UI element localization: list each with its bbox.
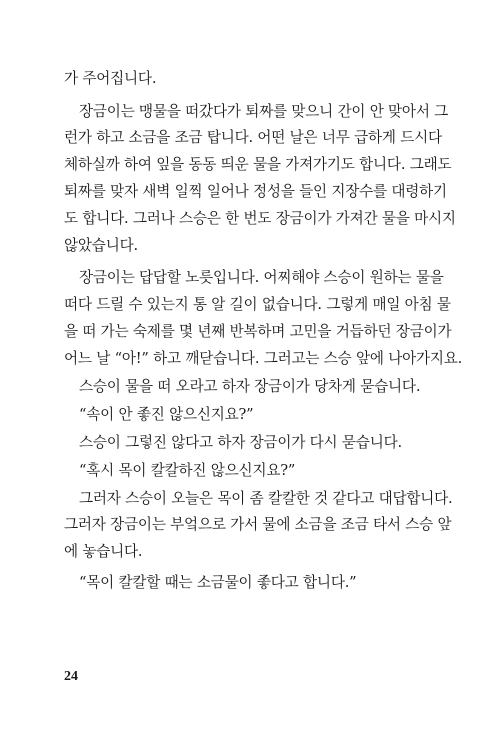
text-line-13: “속이 안 좋진 않으신지요?” [79,406,254,423]
text-line-3: 런가 하고 소금을 조금 탑니다. 어떤 날은 너무 급하게 드시다 [64,129,442,146]
text-line-18: 에 놓습니다. [64,543,143,560]
text-line-14: 스승이 그렇진 않다고 하자 장금이가 다시 묻습니다. [79,434,402,451]
text-line-7: 않았습니다. [64,237,138,254]
text-line-16: 그러자 스승이 오늘은 목이 좀 칼칼한 것 같다고 대답합니다. [79,490,453,507]
text-line-15: “혹시 목이 칼칼하진 않으신지요?” [79,462,296,479]
text-line-9: 떠다 드릴 수 있는지 통 알 길이 없습니다. 그렇게 매일 아침 물 [64,296,451,313]
text-line-17: 그러자 장금이는 부엌으로 가서 물에 소금을 조금 타서 스승 앞 [64,516,452,533]
text-line-5: 퇴짜를 맞자 새벽 일찍 일어나 정성을 들인 지장수를 대령하기 [64,183,447,200]
text-line-11: 어느 날 “아!” 하고 깨닫습니다. 그러고는 스승 앞에 나아가지요. [64,350,463,367]
text-line-4: 체하실까 하여 잎을 동동 띄운 물을 가져가기도 합니다. 그래도 [64,156,452,173]
text-line-19: “목이 칼칼할 때는 소금물이 좋다고 합니다.” [79,574,357,591]
text-line-12: 스승이 물을 떠 오라고 하자 장금이가 당차게 묻습니다. [79,378,421,395]
text-line-1: 가 주어집니다. [64,70,157,87]
text-line-2: 장금이는 맹물을 떠갔다가 퇴짜를 맞으니 간이 안 맞아서 그 [79,103,449,120]
text-line-8: 장금이는 답답할 노릇입니다. 어찌해야 스승이 원하는 물을 [79,269,444,286]
text-line-10: 을 떠 가는 숙제를 몇 년째 반복하며 고민을 거듭하던 장금이가 [64,323,452,340]
text-line-6: 도 합니다. 그러나 스승은 한 번도 장금이가 가져간 물을 마시지 [64,210,456,227]
page-number: 24 [64,669,78,684]
